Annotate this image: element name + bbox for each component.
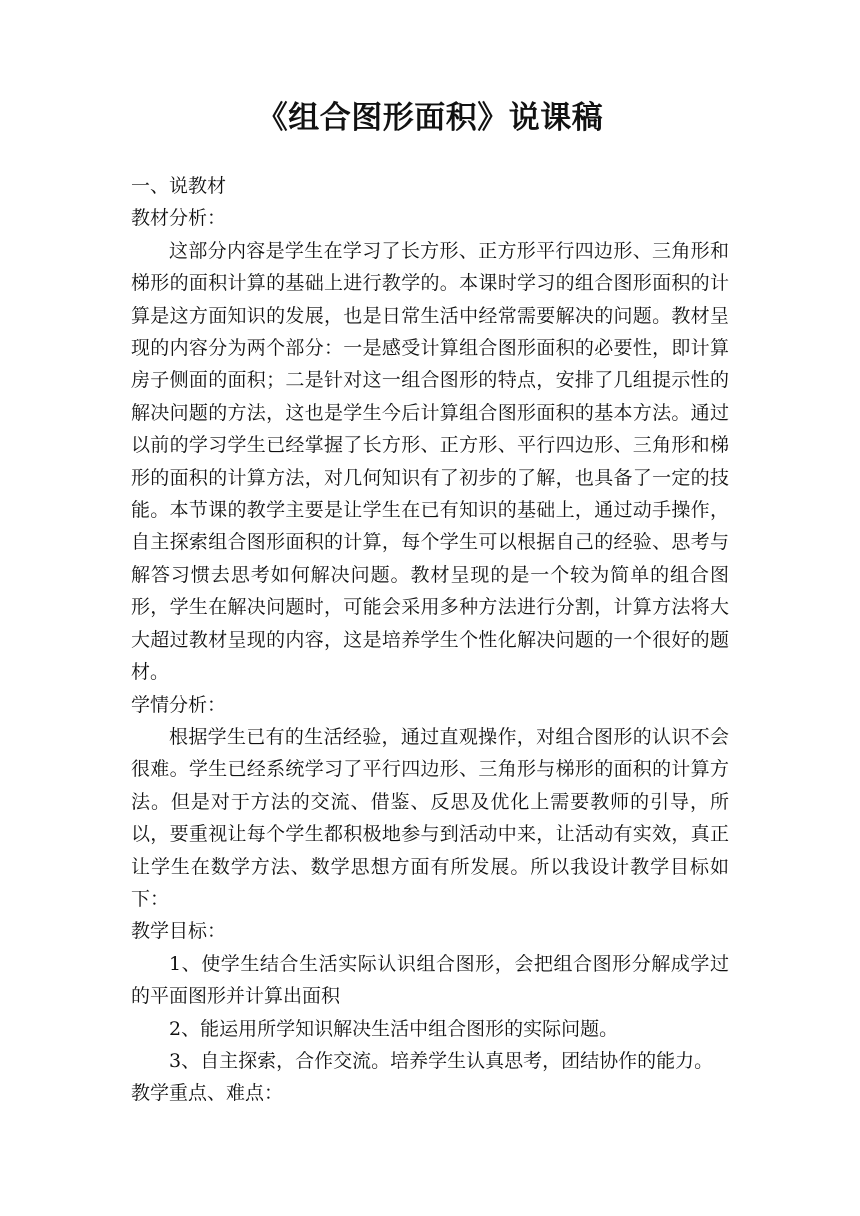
goals-label: 教学目标： [131,920,227,943]
learner-analysis-label: 学情分析： [131,693,227,716]
learner-analysis-paragraph: 根据学生已有的生活经验，通过直观操作，对组合图形的认识不会很难。学生已经系统学习了平行四边形、三角形与梯形的面积的计算方法。但是对于方法的交流、借鉴、反思及优化上需要教师的引导，所以，要重视让每个学生都积极地参与到活动中来，让活动有实效，真正让学生在数学方法、数学思想方面有所发展。所以我设计教学目标如下： [131,725,729,910]
key-points-label: 教学重点、难点： [131,1082,284,1105]
goal-item: 2、能运用所学知识解决生活中组合图形的实际问题。 [169,1017,619,1040]
analysis-paragraph: 这部分内容是学生在学习了长方形、正方形平行四边形、三角形和梯形的面积计算的基础上进行教学的。本课时学习的组合图形面积的计算是这方面知识的发展，也是日常生活中经常需要解决的问题。教材呈现的内容分为两个部分：一是感受计算组合图形面积的必要性，即计算房子侧面的面积；二是针对这一组合图形的特点，安排了几组提示性的解决问题的方法，这也是学生今后计算组合图形面积的基本方法。通过以前的学习学生已经掌握了长方形、正方形、平行四边形、三角形和梯形的面积的计算方法，对几何知识有了初步的了解，也具备了一定的技能。本节课的教学主要是让学生在已有知识的基础上，通过动手操作，自主探索组合图形面积的计算，每个学生可以根据自己的经验、思考与解答习惯去思考如何解决问题。教材呈现的是一个较为简单的组合图形，学生在解决问题时，可能会采用多种方法进行分割，计算方法将大大超过教材呈现的内容，这是培养学生个性化解决问题的一个很好的题材。 [131,239,729,684]
document-title: 《组合图形面积》说课稿 [256,100,604,136]
goal-item: 3、自主探索，合作交流。培养学生认真思考，团结协作的能力。 [169,1049,714,1072]
analysis-label: 教材分析： [131,207,227,230]
goal-item: 1、使学生结合生活实际认识组合图形，会把组合图形分解成学过的平面图形并计算出面积 [131,952,729,1008]
section-heading: 一、说教材 [131,175,227,197]
document-body [131,170,729,1110]
